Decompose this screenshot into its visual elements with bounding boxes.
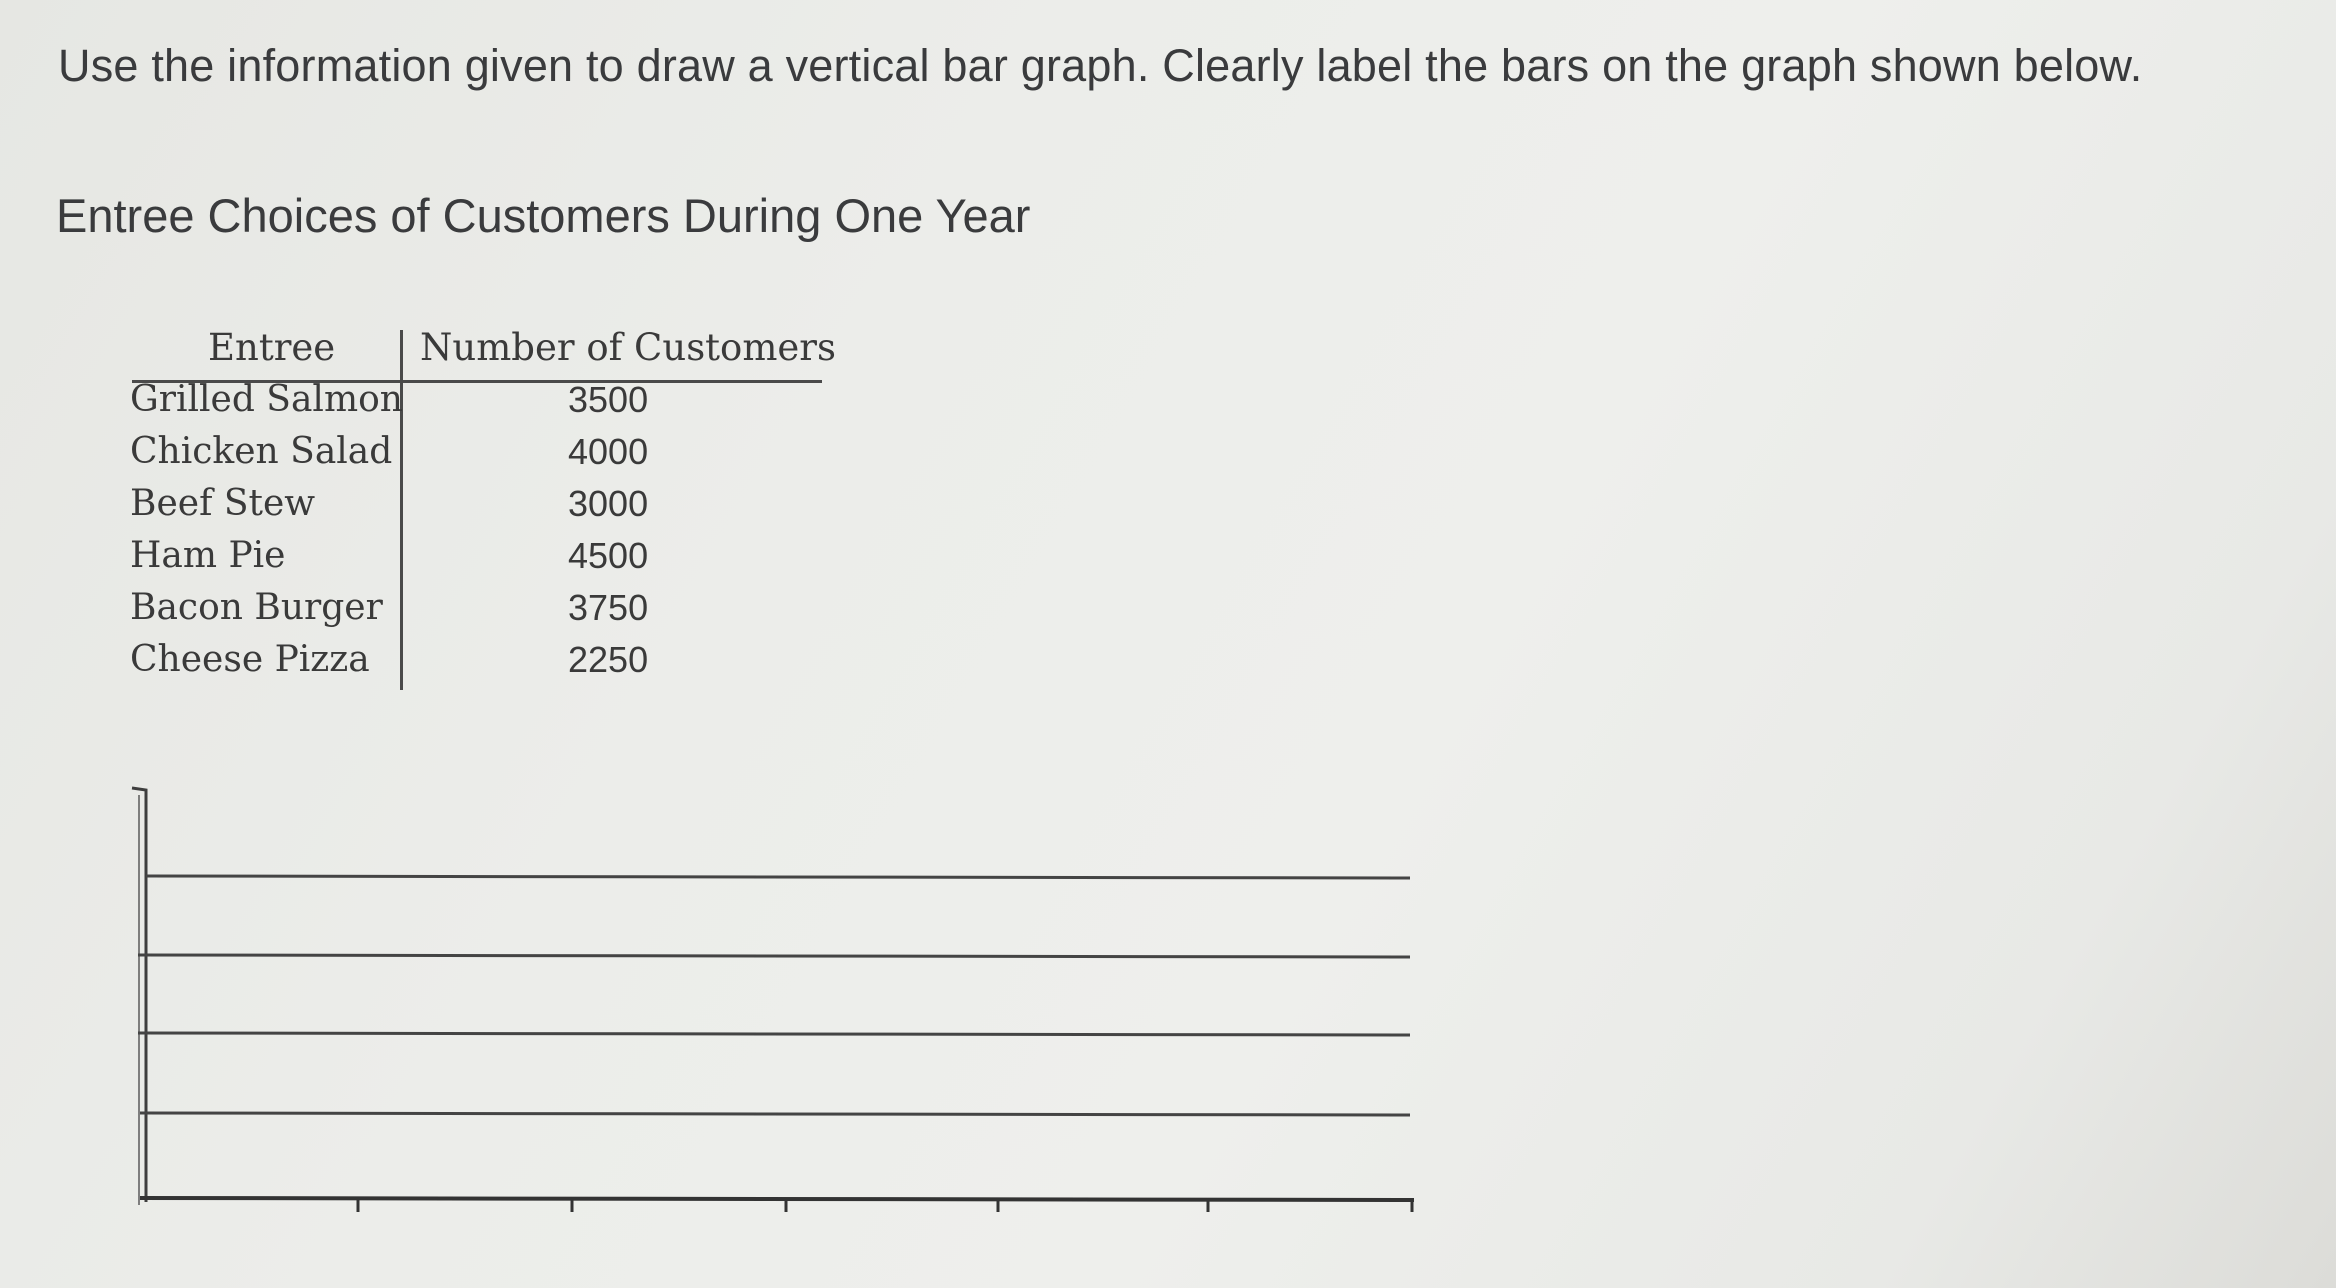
gridline [138, 955, 1410, 957]
customer-count: 3000 [568, 483, 649, 524]
table-row [128, 535, 822, 587]
column-header-number-of-customers: Number of Customers [420, 326, 836, 369]
entree-name: Grilled Salmon [130, 379, 403, 420]
x-axis [140, 1198, 1414, 1200]
customer-count: 3750 [568, 587, 649, 628]
table-title: Entree Choices of Customers During One Year [56, 189, 1031, 242]
gridline [140, 1113, 1410, 1115]
instruction-text: Use the information given to draw a vertical bar graph. Clearly label the bars on the graph shown below. [58, 40, 2143, 91]
entree-name: Chicken Salad [130, 431, 393, 472]
gridline [138, 1033, 1410, 1035]
customer-count: 4500 [568, 535, 649, 576]
entree-name: Beef Stew [130, 483, 316, 524]
customer-count: 4000 [568, 431, 649, 472]
y-axis [132, 788, 146, 1202]
entree-name: Cheese Pizza [130, 639, 370, 680]
entree-name: Bacon Burger [130, 587, 383, 628]
customer-count: 2250 [568, 639, 649, 680]
table-row [128, 587, 822, 639]
gridline [146, 876, 1410, 878]
column-header-entree: Entree [208, 326, 336, 369]
entree-name: Ham Pie [130, 535, 286, 576]
customer-count: 3500 [568, 379, 649, 420]
table-row [128, 379, 822, 431]
table-row [128, 639, 822, 691]
table-row [128, 431, 822, 483]
entree-table [128, 326, 836, 691]
table-row [128, 483, 822, 535]
